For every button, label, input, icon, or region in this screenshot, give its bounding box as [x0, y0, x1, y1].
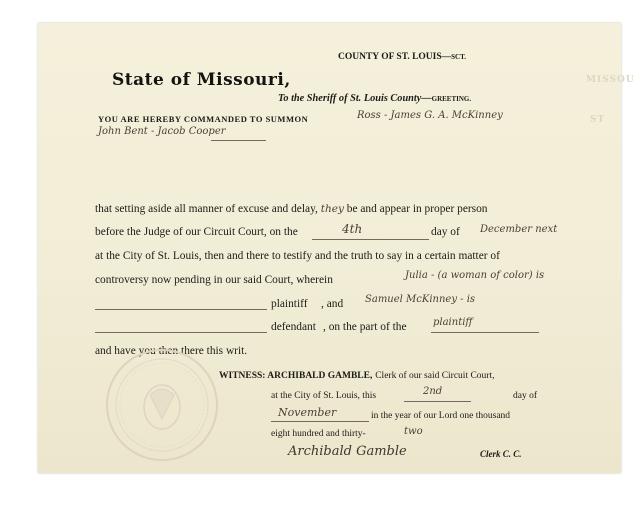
defendant-rule: [95, 332, 267, 333]
and-text: , and: [321, 298, 344, 310]
sheriff-line: To the Sheriff of St. Louis County—GREETING.: [278, 93, 472, 104]
month-next: December next: [480, 224, 558, 235]
clerk-signature: Archibald Gamble: [288, 444, 407, 459]
plaintiff-label: plaintiff: [271, 298, 308, 310]
body-line-4: controversy now pending in our said Court, wherein: [95, 274, 333, 286]
witness-day: 2nd: [423, 386, 443, 397]
year-text: in the year of our Lord one thousand: [371, 411, 511, 421]
bleed-through-text: MISSOU: [586, 75, 635, 85]
witness-day-of: day of: [513, 391, 538, 401]
day-rule: [312, 239, 429, 240]
body-line-1: [95, 203, 488, 215]
summoned-names: John Bent - Jacob Cooper: [98, 126, 226, 137]
witness-day-rule: [404, 401, 471, 402]
witness-line: [219, 369, 494, 381]
greeting-text: GREETING.: [431, 95, 472, 103]
court-seal: [102, 345, 222, 465]
on-part-text: , on the part of the: [323, 321, 407, 333]
county-heading: COUNTY OF ST. LOUIS—SCT.: [338, 52, 466, 62]
body-text: be and appear in proper person: [346, 203, 488, 215]
plaintiff-name: Julia - (a woman of color) is: [405, 270, 545, 281]
part-of-plaintiff: plaintiff: [433, 317, 473, 328]
body-line-3: at the City of St. Louis, then and there to testify and the truth to say in a certain matter of: [95, 250, 500, 262]
defendant-label: defendant: [271, 321, 316, 333]
part-rule: [431, 332, 539, 333]
defendant-name: Samuel McKinney - is: [365, 294, 476, 305]
summon-rule: [211, 140, 266, 141]
body-line-7: and have you then there this writ.: [95, 345, 248, 357]
clerk-cc: Clerk C. C.: [480, 449, 522, 459]
they-handwritten: they: [320, 203, 344, 215]
sct-text: SCT.: [451, 53, 466, 61]
body-text: that setting aside all manner of excuse and delay,: [95, 203, 318, 215]
document-page: [38, 23, 635, 473]
eighteen-text: eight hundred and thirty-: [271, 429, 366, 439]
witness-month: November: [278, 406, 337, 419]
state-title: State of Missouri,: [112, 70, 291, 90]
body-day-of: day of: [431, 226, 460, 238]
bleed-through-text: ST: [590, 115, 606, 125]
year-word: two: [404, 426, 423, 437]
day-number: 4th: [342, 222, 363, 236]
witness-label: WITNESS: ARCHIBALD GAMBLE,: [219, 371, 373, 381]
witness-month-rule: [271, 421, 369, 422]
sheriff-text: To the Sheriff of St. Louis County: [278, 93, 422, 104]
command-text: YOU ARE HEREBY COMMANDED TO SUMMON: [98, 114, 309, 124]
body-line-2a: before the Judge of our Circuit Court, on the: [95, 226, 298, 238]
witness-city: at the City of St. Louis, this: [271, 391, 377, 401]
plaintiff-rule: [95, 309, 267, 310]
county-text: COUNTY OF ST. LOUIS: [338, 52, 442, 62]
case-name: Ross - James G. A. McKinney: [357, 110, 503, 121]
clerk-text: Clerk of our said Circuit Court,: [375, 371, 495, 381]
